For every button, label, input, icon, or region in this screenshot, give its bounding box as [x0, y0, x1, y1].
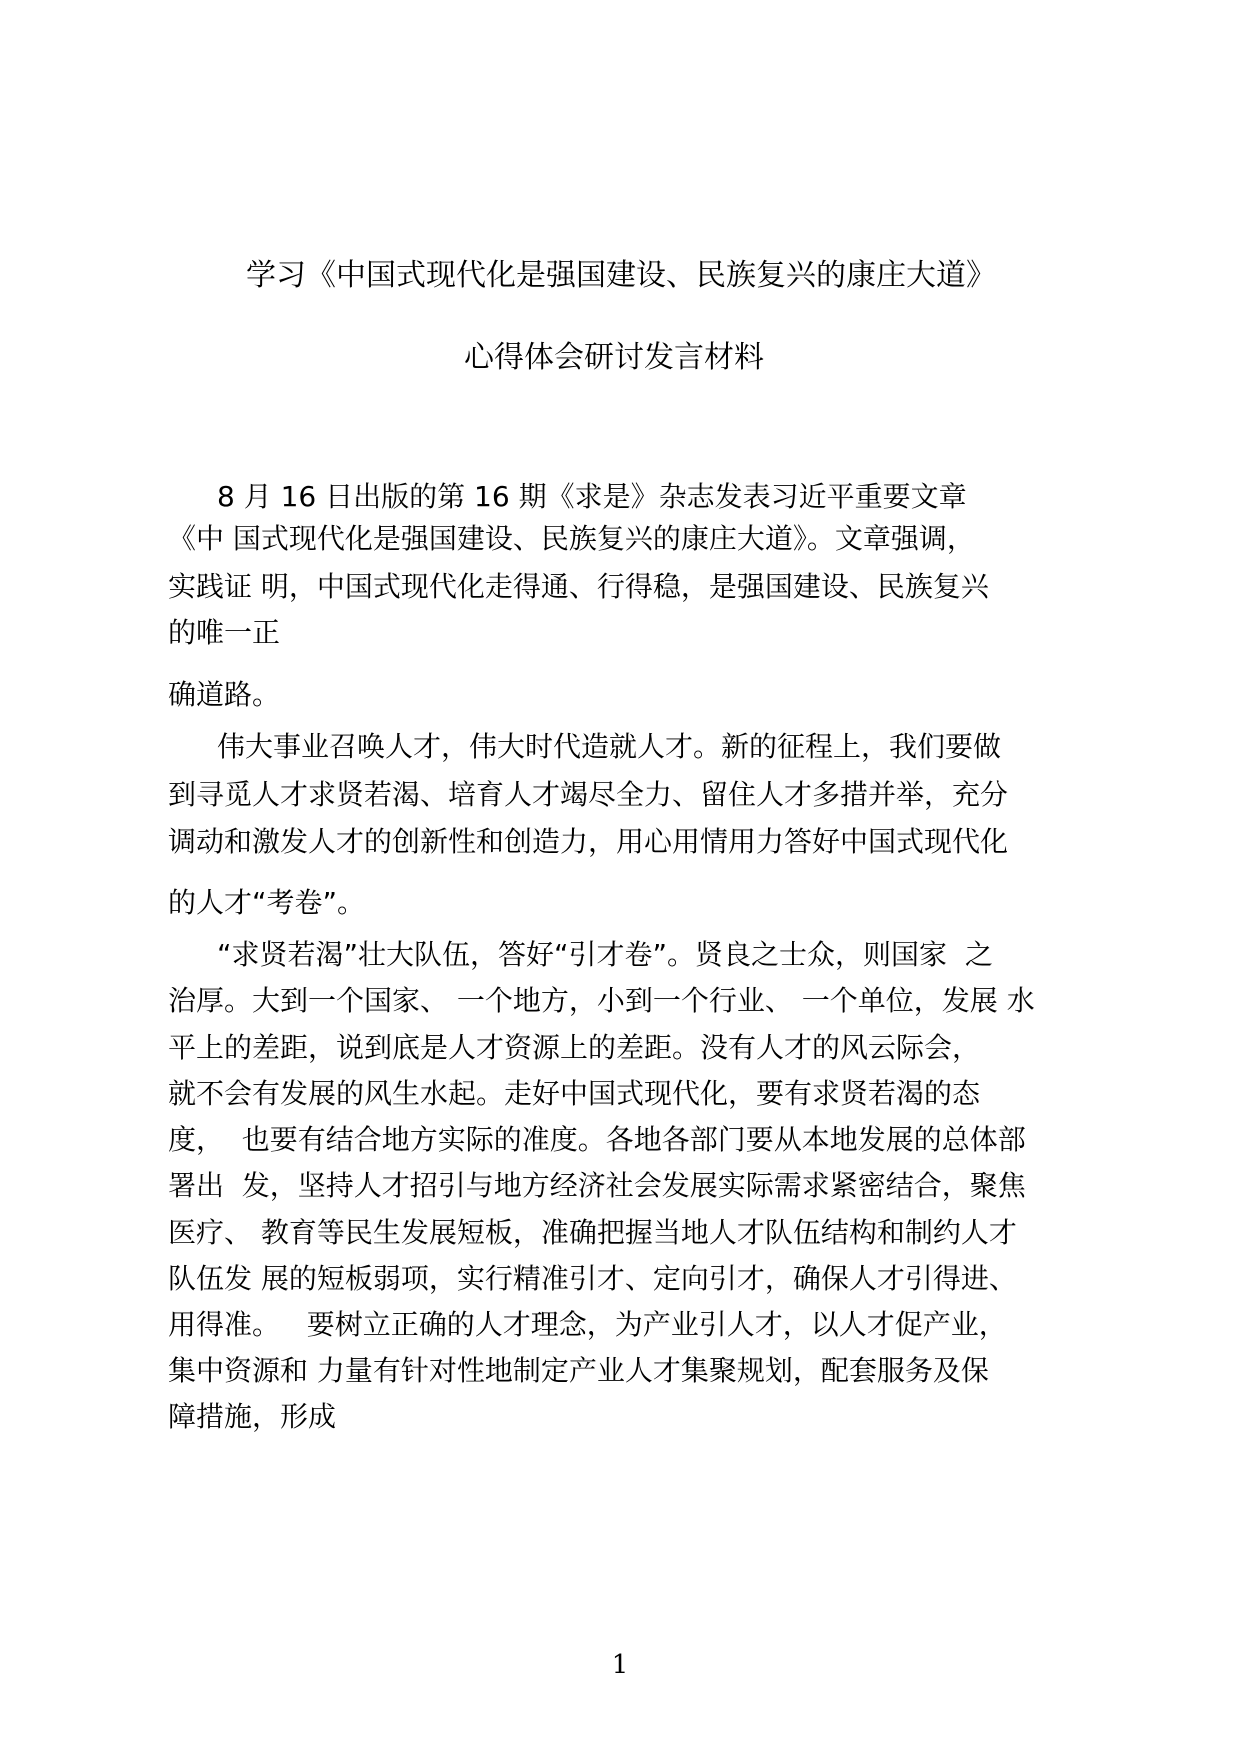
- paragraph-3-line-9: 用得准。 要树立正确的人才理念，为产业引人才，以人才促产业，: [168, 1308, 1007, 1341]
- document-title-line-2: 心得体会研讨发言材料: [464, 340, 764, 375]
- document-title-line-1: 学习《中国式现代化是强国建设、民族复兴的康庄大道》: [246, 258, 996, 293]
- paragraph-1-line-3: 实践证 明，中国式现代化走得通、行得稳，是强国建设、民族复兴: [168, 570, 989, 603]
- paragraph-2-line-2: 到寻觅人才求贤若渴、培育人才竭尽全力、留住人才多措并举，充分: [168, 778, 1009, 811]
- paragraph-3-line-2: 治厚。大到一个国家、 一个地方，小到一个行业、 一个单位，发展 水: [168, 984, 1035, 1017]
- paragraph-2-line-1: 伟大事业召唤人才，伟大时代造就人才。新的征程上，我们要做: [217, 730, 1002, 763]
- paragraph-3-line-1: “求贤若渴”壮大队伍，答好“引才卷”。贤良之士众，则国家 之: [217, 938, 993, 971]
- paragraph-3-line-4: 就不会有发展的风生水起。走好中国式现代化，要有求贤若渴的态: [168, 1077, 981, 1110]
- paragraph-3-line-7: 医疗、 教育等民生发展短板，准确把握当地人才队伍结构和制约人才: [168, 1216, 1017, 1249]
- paragraph-1-line-4: 的唯一正: [168, 616, 281, 649]
- paragraph-1-line-5: 确道路。: [168, 678, 281, 711]
- paragraph-1-line-2: 《中 国式现代化是强国建设、民族复兴的康庄大道》。文章强调，: [168, 522, 975, 555]
- page-number: 1: [611, 1650, 629, 1680]
- paragraph-3-line-8: 队伍发 展的短板弱项，实行精准引才、定向引才，确保人才引得进、: [168, 1262, 1017, 1295]
- paragraph-3-line-6: 署出 发，坚持人才招引与地方经济社会发展实际需求紧密结合，聚焦: [168, 1169, 1026, 1202]
- paragraph-3-line-10: 集中资源和 力量有针对性地制定产业人才集聚规划，配套服务及保: [168, 1354, 989, 1387]
- paragraph-1-line-1: 8 月 16 日出版的第 16 期《求是》杂志发表习近平重要文章: [217, 480, 967, 513]
- paragraph-2-line-3: 调动和激发人才的创新性和创造力，用心用情用力答好中国式现代化: [168, 825, 1009, 858]
- paragraph-3-line-11: 障措施，形成: [168, 1400, 337, 1433]
- paragraph-2-line-4: 的人才“考卷”。: [168, 886, 366, 919]
- paragraph-3-line-5: 度， 也要有结合地方实际的准度。各地各部门要从本地发展的总体部: [168, 1123, 1026, 1156]
- paragraph-3-line-3: 平上的差距，说到底是人才资源上的差距。没有人才的风云际会，: [168, 1031, 981, 1064]
